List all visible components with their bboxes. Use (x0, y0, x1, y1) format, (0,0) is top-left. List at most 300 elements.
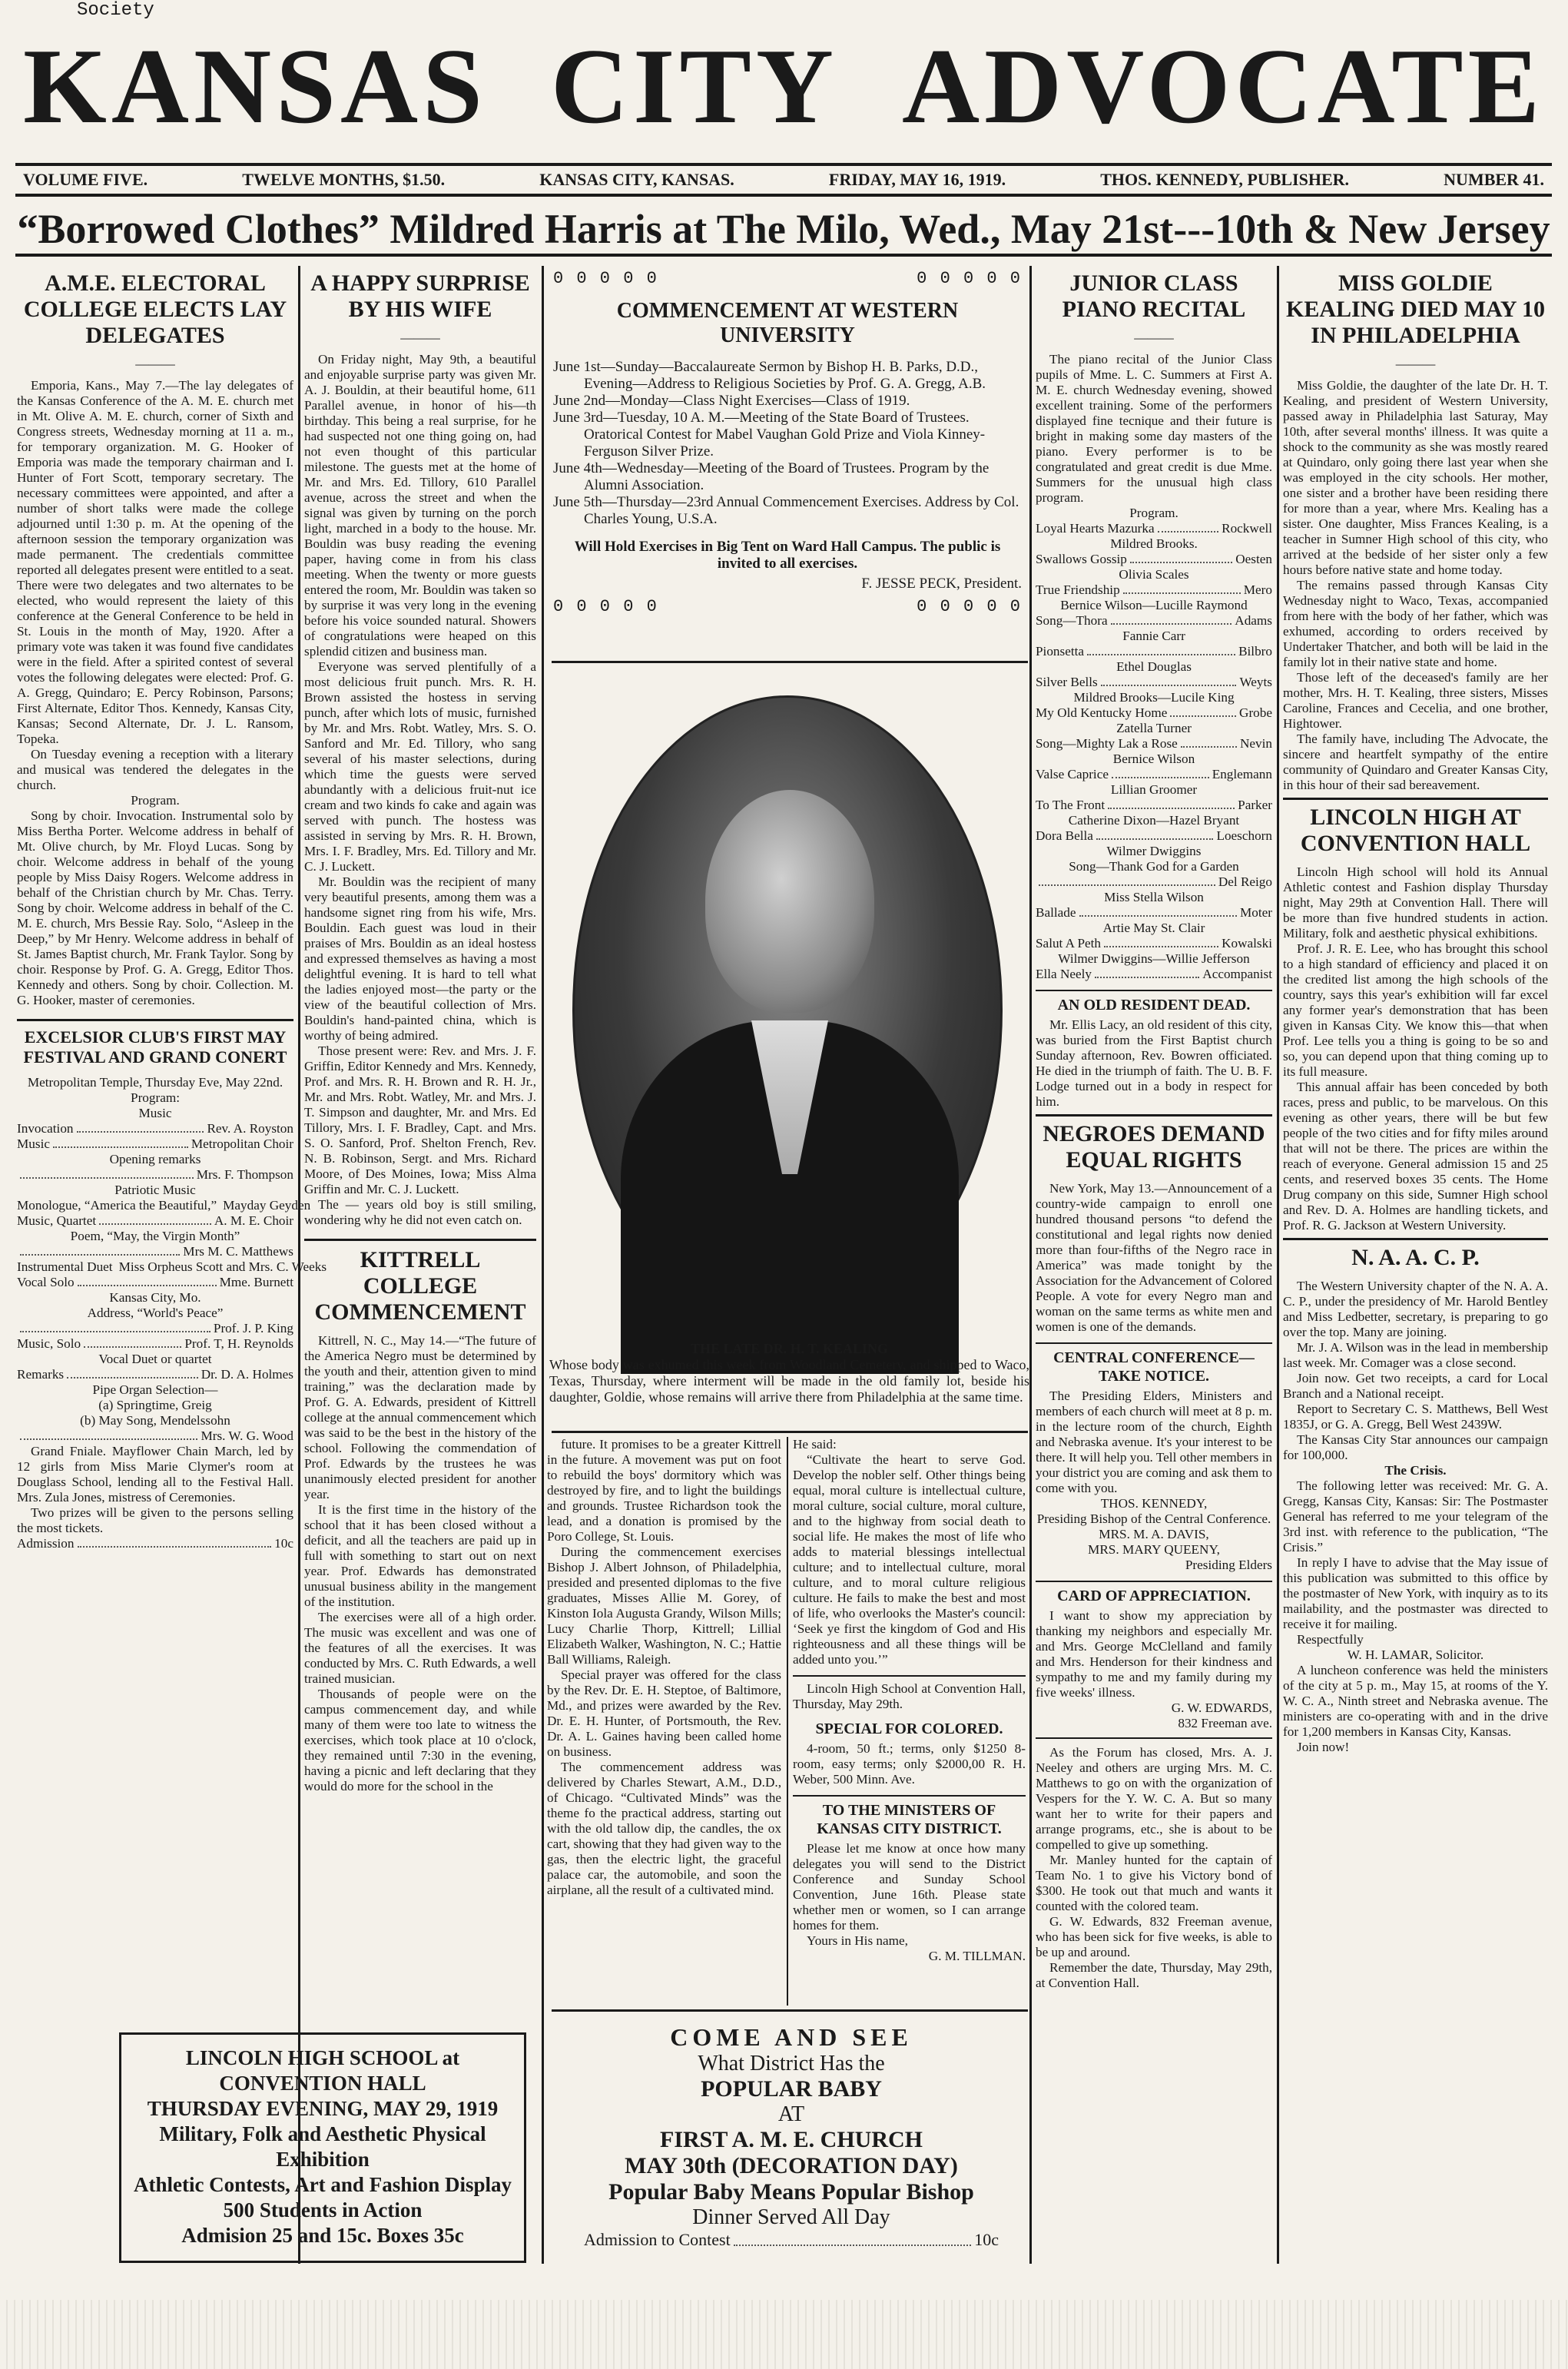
ad-line: Military, Folk and Aesthetic Physical (159, 2122, 486, 2145)
program-line (17, 1367, 293, 1382)
leader-dots (1170, 705, 1236, 717)
program-line (17, 1213, 293, 1229)
program-item: Lillian Groomer (1110, 782, 1198, 797)
program-line (1036, 967, 1272, 982)
program-line (1036, 721, 1272, 736)
article-paragraph: The exercises were all of a high order. The music was excellent and was one of the features of all the exercises. It was conducted by Mrs. C. Ruth Edwards, a well trained musician. (304, 1610, 536, 1686)
caption-title: THE LATE DR. H. T. KEALING (690, 1341, 889, 1356)
article-headline: A.M.E. ELECTORAL COLLEGE ELECTS LAY DELEGATES (23, 270, 287, 348)
column-2 (304, 266, 536, 2010)
program-item: Bernice Wilson (1112, 752, 1195, 766)
article-headline: KITTRELL COLLEGE COMMENCEMENT (304, 1239, 536, 1326)
program-performer: Bilbro (1238, 644, 1272, 659)
corner-label: Society (77, 0, 154, 21)
article-paragraph: The family have, including The Advocate, the sincere and heartfelt sympathy of the entire community of Quindaro and Greater Kansas City, in this hour of their sad bereavement. (1283, 732, 1548, 792)
program-line (1036, 613, 1272, 629)
ad-line: 500 Students in Action (223, 2198, 423, 2221)
schedule-item: June 1st—Sunday—Baccalaureate Sermon by Bishop H. B. Parks, D.D., Evening—Address to Religious Societies by Prof. G. A. Gregg, A.B. (553, 359, 986, 392)
program-item: Music, Solo (17, 1336, 81, 1351)
issue-number: NUMBER 41. (1444, 170, 1544, 189)
article-paragraph: New York, May 13.—Announcement of a country-wide campaign to enroll one hundred thousand persons “to defend the constitutional and legal rights now denied more than four-fifths of the Negro race in America” was made tonight by the Association for the Advancement of Colored People. A vote for every Negro man and woman on the same terms as white men and women is one of the demands. (1036, 1181, 1272, 1334)
commencement-notice (553, 269, 1022, 645)
article-paragraph: Emporia, Kans., May 7.—The lay delegates of the Kansas Conference of the A. M. E. church met in Mt. Olive A. M. E. church, corner of Sixth and Congress streets, Wednesday morning at 11 a. m., for temporary organization. M. G. Hooker of Emporia was made the temporary chairman and I. Hunter of Fort Scott, temporary secretary. The necessary committees were appointed, and after a number of short talks were made the college adjourned until 1:30 p. m. At the opening of the afternoon session the temporary organization was made permanent. The credentials committee reported all delegates present were entitled to a seat. There were two delegates and two alternates to be elected, who would represent the laiety of this conference at the General Conference to be held in St. Louis in the month of May, 1920. After a primary vote was taken it was found five candidates were in the field. After a spirited contest of several votes the following delegates were elected: Prof. G. A. Gregg, Quindaro; E. Percy Robinson, Parsons; First Alternate, Editor Thos. Kennedy, Kansas City, Kansas; Second Alternate, Dr. J. L. Ransom, Topeka. (17, 378, 293, 746)
program-item: Instrumental Duet (17, 1259, 113, 1274)
article-paragraph: Report to Secretary C. S. Matthews, Bell West 1835J, or G. A. Gregg, Bell West 2439W. (1283, 1402, 1548, 1432)
masthead-word-3: ADVOCATE (902, 27, 1544, 146)
schedule-item: June 4th—Wednesday—Meeting of the Board of Trustees. Program by the Alumni Association. (553, 460, 990, 493)
program-line (17, 1183, 293, 1198)
program-line (17, 1106, 293, 1121)
event-info: Metropolitan Temple, Thursday Eve, May 22nd. (27, 1075, 283, 1090)
zero-border (553, 269, 1022, 288)
column-3b (793, 1437, 1026, 2006)
ad-line: Popular Baby Means Popular Bishop (608, 2179, 974, 2205)
commencement-note: Will Hold Exercises in Big Tent on Ward Hall Campus. The public is invited to all exercises. (574, 539, 1001, 572)
article-paragraph: Those present were: Rev. and Mrs. J. F. Griffin, Editor Kennedy and Mrs. Kennedy, Prof. and Mrs. R. H. Brown and R. H. Jr., Mr. and Mrs. Robt. Watley, Mr. and Mrs. J. T. Simpson and daughter, Mr. and Mrs. Ed Tillory, Mrs. I. F. Bradley, Capt. and Mrs. S. O. Sanford, Prof. Shelton French, Rev. N. B. Robinson, Sergt. and Mrs. Richard Moore, of Des Moines, Iowa; Miss Alma Griffin and Mr. C. J. Luckett. (304, 1043, 536, 1196)
ad-line: THURSDAY EVENING, MAY 29, 1919 (147, 2097, 499, 2120)
signature: G. W. EDWARDS, (1171, 1700, 1272, 1715)
article-paragraph: The remains passed through Kansas City Wednesday night to Waco, Texas, accompanied from here with the body of her father, which was exhumed, according to orders received by Undertaker Thatcher, and both will be laid in the family lot in their native state and home. (1283, 578, 1548, 669)
article-paragraph: This annual affair has been conceded by both races, press and public, to be marvelous. On this evening as other years, there will be but few people of the two cities and for fifty miles around that will not be there. The prices are within the reach of everyone. General admission 15 and 25 cents, and reserved boxes 35 cents. The Home Drug company on this side, Sumner High school and Rev. D. A. Holmes are handling tickets, and Prof. R. G. Jackson at Western University. (1283, 1080, 1548, 1233)
program-line (1036, 767, 1272, 782)
program-line (1036, 782, 1272, 798)
admission-price: 10c (274, 1536, 293, 1551)
zero-ornament: 0 0 0 0 0 (917, 597, 1022, 616)
separator: ——— (400, 330, 440, 345)
place: KANSAS CITY, KANSAS. (539, 170, 734, 189)
separator: ——— (1134, 330, 1174, 345)
program-line (1036, 874, 1272, 890)
article-paragraph: On Tuesday evening a reception with a literary and musical was tendered the delegates in the church. (17, 747, 293, 792)
portrait-head (705, 790, 874, 1013)
program-list (1036, 521, 1272, 982)
ad-line: COME AND SEE (670, 2023, 913, 2051)
article-paragraph: Thousands of people were on the campus commencement day, and while many of them were too late to witness the exercises, which took place at 10 o'clock, they remained until 7:30 in the evening, having a picnic and left declaring that they would do more for the school in the (304, 1687, 536, 1793)
article-paragraph: Join now! (1297, 1740, 1350, 1754)
article-headline: MISS GOLDIE KEALING DIED MAY 10 IN PHILADELPHIA (1286, 270, 1545, 348)
article-paragraph: Mr. Ellis Lacy, an old resident of this city, was buried from the First Baptist church Sunday afternoon, Rev. Bowren officiated. He died in the triumph of faith. The U. B. F. Lodge turned out in a body in respect for him. (1036, 1017, 1272, 1109)
program-line (17, 1198, 311, 1213)
article-paragraph: On Friday night, May 9th, a beautiful and enjoyable surprise party was given Mr. A. J. Bouldin, at their beautiful home, 611 Parallel avenue, in honor of his—th birthday. This being a real surprise, for he had suspected not one thing going on, had not even thought of this particular milestone. The guests met at the home of Mr. and Mrs. Ed. Tillory, 610 Parallel avenue, across the street and when the signal was given by turning on the porch light, marched in a body to the house. Mr. Bouldin was busy reading the evening paper, having come in from his class meeting. When the twenty or more guests entered the room, Mr. Bouldin was taken so by surprise it was very long in the evening before his voice sounded natural. Showers of congratulations were heaped on this splendid citizen and business man. (304, 352, 536, 659)
article-paragraph: The commencement address was delivered by Charles Stewart, A.M., D.D., of Chicago. “Cultivated Minds” was the theme fo the practical address, starting out with the old tallow dip, the candles, the ox cart, showing that they had given way to the gas, then the electric light, the graceful palace car, the automobile, and soon the airplane, all the result of a cultivated mind. (547, 1760, 781, 1897)
signature: MRS. M. A. DAVIS, (1099, 1527, 1209, 1541)
program-performer: Rockwell (1222, 521, 1272, 536)
program-performer: Prof. J. P. King (213, 1321, 293, 1335)
leader-dots (1158, 521, 1219, 533)
program-line (1036, 859, 1272, 874)
program-line (1036, 521, 1272, 536)
program-line (17, 1121, 293, 1136)
ad-admission-label: Admission to Contest (584, 2230, 731, 2249)
column-rule (542, 266, 544, 2264)
ad-line: LINCOLN HIGH SCHOOL at (185, 2046, 460, 2069)
article-paragraph: Prof. J. R. E. Lee, who has brought this school to a high standard of efficiency and placed it on the credited list among the high schools of the country, says this year's exhibition will far excel any former year's demonstration that has been given in Kansas City. We know this—that when Prof. Lee tells you a thing is going to be so and so, you can depend upon that thing coming up to its full measure. (1283, 941, 1548, 1079)
program-item: Invocation (17, 1121, 74, 1136)
signature-title: Presiding Bishop of the Central Conference. (1036, 1511, 1271, 1526)
program-performer: Adams (1235, 613, 1272, 628)
program-item: Artie May St. Clair (1102, 921, 1205, 935)
program-line (17, 1167, 293, 1183)
masthead (23, 29, 1544, 144)
schedule-item: June 5th—Thursday—23rd Annual Commencement Exercises. Address by Col. Charles Young, U.S.A. (553, 494, 1019, 527)
column-1 (17, 266, 327, 2026)
ad-admission-price: 10c (974, 2230, 999, 2249)
signature: G. M. TILLMAN. (928, 1949, 1026, 1963)
separator (793, 1675, 1026, 1677)
program-line (1036, 813, 1272, 828)
zero-ornament: 0 0 0 0 0 (553, 269, 658, 288)
program-performer: Del Reigo (1218, 874, 1272, 889)
program-item: (b) May Song, Mendelssohn (80, 1413, 230, 1428)
program-line (1036, 844, 1272, 859)
leader-dots (78, 1275, 217, 1286)
article-paragraph: The Presiding Elders, Ministers and members of each church will meet at 8 p. m. in the lecture room of the church, Eighth and Nebraska avenue. It's your interest to be there. It will help you. Tell other members in your district you are coming and ask them to come with you. (1036, 1389, 1272, 1495)
program-item: Loyal Hearts Mazurka (1036, 521, 1155, 536)
leader-dots (1181, 736, 1237, 748)
program-performer: Mme. Burnett (219, 1275, 293, 1289)
program-performer: Prof. T, H. Reynolds (184, 1336, 293, 1351)
signature-address: 832 Freeman ave. (1178, 1716, 1272, 1730)
program-item: Silver Bells (1036, 675, 1098, 689)
program-performer: Oesten (1235, 552, 1272, 566)
program-performer: Weyts (1239, 675, 1272, 689)
program-item: Address, “World's Peace” (87, 1306, 224, 1320)
article-paragraph: Special prayer was offered for the class by the Rev. Dr. E. H. Steptoe, of Baltimore, Md., and prizes were awarded by the Rev. Dr. E. H. Hunter, of Portsmouth, the Rev. Dr. A. L. Gaines having been called home on business. (547, 1667, 781, 1759)
popular-baby-ad (553, 2017, 1029, 2271)
signature-title: Presiding Elders (1185, 1558, 1272, 1572)
program-item: Music, Quartet (17, 1213, 97, 1228)
program-performer: Miss Orpheus Scott and Mrs. C. Weeks (118, 1259, 327, 1274)
program-line (1036, 536, 1272, 552)
program-line (17, 1413, 293, 1428)
ad-line: What District Has the (698, 2052, 885, 2075)
leader-dots (1101, 675, 1237, 686)
article-paragraph: The piano recital of the Junior Class pupils of Mme. L. C. Summers at First A. M. E. church Wednesday evening, showed excellent training. Some of the performers displayed fine tecnique and their future is bright in making some day masters of the piano. Every performer is to be congratulated and great credit is due Mme. Summers for the unusual high class program. (1036, 352, 1272, 505)
article-headline: TO THE MINISTERS OF KANSAS CITY DISTRICT. (793, 1795, 1026, 1838)
article-paragraph: The Western University chapter of the N. A. A. C. P., under the presidency of Mr. Harold Bentley and Miss Ledbetter, secretary, is preparing to go over the top. Many are joining. (1283, 1279, 1548, 1339)
separator (1036, 1737, 1272, 1739)
program-performer: Dr. D. A. Holmes (201, 1367, 293, 1382)
section-rule (552, 1431, 1028, 1433)
program-item: Ethel Douglas (1116, 659, 1192, 674)
program-item: Music (17, 1136, 50, 1151)
program-item: Mildred Brooks—Lucile King (1073, 690, 1235, 705)
leader-dots (67, 1367, 198, 1379)
article-paragraph: 4-room, 50 ft.; terms, only $1250 8-room, easy terms; only $2000,00 R. H. Weber, 500 Minn. Ave. (793, 1741, 1026, 1787)
separator: ——— (1395, 357, 1436, 371)
program-performer: Mero (1243, 582, 1272, 597)
article-paragraph: Lincoln High school will hold its Annual Athletic contest and Fashion display Thursday night, May 29th at Convention Hall. There will be more than five hundred students in action. Military, folk and aesthetic physical exhibitions. (1283, 864, 1548, 941)
subhead: The Crisis. (1384, 1463, 1447, 1478)
program-performer: Moter (1239, 905, 1272, 920)
banner-headline: “Borrowed Clothes” Mildred Harris at The Milo, Wed., May 21st---10th & New Jersey (15, 201, 1552, 257)
program-item: My Old Kentucky Home (1036, 705, 1168, 720)
article-headline: AN OLD RESIDENT DEAD. (1036, 990, 1272, 1014)
program-performer: Kowalski (1222, 936, 1272, 951)
program-item: To The Front (1036, 798, 1106, 812)
leader-dots (1096, 828, 1214, 840)
program-item: Pionsetta (1036, 644, 1085, 659)
program-performer: Parker (1238, 798, 1272, 812)
leader-dots (1111, 613, 1232, 625)
leader-dots (99, 1213, 211, 1225)
leader-dots (1095, 967, 1199, 978)
program-line (1036, 644, 1272, 659)
signature: THOS. KENNEDY, (1100, 1496, 1208, 1511)
ad-admission-line (553, 2230, 1029, 2250)
admission-line (17, 1536, 293, 1551)
program-line (17, 1382, 293, 1398)
page-edge-wear (0, 2300, 1568, 2369)
column-4 (1036, 266, 1272, 2279)
program-line (17, 1259, 327, 1275)
article-headline: CENTRAL CONFERENCE—TAKE NOTICE. (1036, 1342, 1272, 1385)
commencement-signature: F. JESSE PECK, President. (861, 576, 1022, 592)
leader-dots (1130, 552, 1232, 563)
program-item: Olivia Scales (1119, 567, 1189, 582)
masthead-word-1: KANSAS (23, 27, 487, 146)
program-line (1036, 567, 1272, 582)
program-line (17, 1336, 293, 1352)
program-item: Zatella Turner (1116, 721, 1192, 735)
portrait-caption (549, 1341, 1029, 1405)
program-item: (a) Springtime, Greig (98, 1398, 212, 1412)
program-line (17, 1398, 293, 1413)
column-3a (547, 1437, 781, 2006)
leader-dots (1079, 905, 1237, 917)
program-item: Song—Mighty Lak a Rose (1036, 736, 1178, 751)
leader-dots (734, 2230, 972, 2246)
program-item: Wilmer Dwiggins—Willie Jefferson (1058, 951, 1250, 966)
program-item: Music (138, 1106, 172, 1120)
program-item: Vocal Solo (17, 1275, 75, 1289)
program-label: Program. (131, 793, 180, 808)
zero-ornament: 0 0 0 0 0 (917, 269, 1022, 288)
article-headline: JUNIOR CLASS PIANO RECITAL (1062, 270, 1246, 322)
issue-date: FRIDAY, MAY 16, 1919. (828, 170, 1006, 189)
ad-line: Athletic Contests, Art and Fashion Display (133, 2173, 512, 2196)
article-paragraph: Grand Fniale. Mayflower Chain March, led by 12 girls from Miss Marie Clymer's room at Douglass School, lending all to the Festival Hall. Mrs. Zula Jones, mistress of Ceremonies. (17, 1444, 293, 1505)
commencement-title: COMMENCEMENT AT WESTERN UNIVERSITY (616, 299, 959, 347)
article-paragraph: Miss Goldie, the daughter of the late Dr. H. T. Kealing, and president of Western University, passed away in Philadelphia last Saturay, May 10th, after several months' illness. It was quite a shock to the community as she was mostly reared at Quindaro, only going there last year when she was employed in the city schools. Her mother, one sister and a brother have been residing there for more than a year, where Mrs. Kealing has a sister. One daughter, Miss Frances Kealing, is a teacher in Sumner High school of this city, who arrived at the bedside of her sister only a few hours before native state and home today. (1283, 378, 1548, 577)
program-line (1036, 690, 1272, 705)
program-item: Bernice Wilson—Lucille Raymond (1060, 598, 1248, 612)
article-paragraph: In reply I have to advise that the May issue of this publication was submitted to this office by the postmaster of New York, with inquiry as to its mailability, and the postmaster was directed to receive it for mailing. (1283, 1555, 1548, 1631)
program-item: Ballade (1036, 905, 1076, 920)
masthead-word-2: CITY (550, 27, 839, 146)
leader-dots (1108, 798, 1235, 809)
schedule-item: June 2nd—Monday—Class Night Exercises—Class of 1919. (553, 393, 910, 409)
program-line (1036, 552, 1272, 567)
ad-line: FIRST A. M. E. CHURCH (660, 2127, 923, 2152)
admission-label: Admission (17, 1536, 75, 1551)
program-item: Song—Thora (1036, 613, 1108, 628)
closing: Respectfully (1297, 1632, 1364, 1647)
article-paragraph: The — years old boy is still smiling, wondering why he did not even catch on. (304, 1197, 536, 1227)
leader-dots (78, 1536, 272, 1548)
article-paragraph: Mr. J. A. Wilson was in the lead in membership last week. Mr. Comager was a close second. (1283, 1340, 1548, 1370)
article-paragraph: Song by choir. Invocation. Instrumental solo by Miss Bertha Porter. Welcome address in behalf of Mt. Olive church, by Mr. Floyd Lucas. Song by choir. Welcome address in behalf of the young people by Miss Daisy Rogers. Welcome address in behalf of the Christian church by Mr. Chas. Terry. Song by choir. Welcome address in behalf of the C. M. E. church, Mrs Bessie Ray. Solo, “Asleep in the Deep,” by Mr Henry. Welcome address in behalf of St. James Baptist church, Mr. Frank Taylor. Song by choir. Response by Prof. G. A. Gregg, Editor Thos. Kennedy and others. Song by choir. Collection. M. G. Hooker, master of ceremonies. (17, 808, 293, 1007)
article-paragraph: Mr. Manley hunted for the captain of Team No. 1 to give his Victory bond of $300. He took out that much and wants it counted with the colored team. (1036, 1853, 1272, 1913)
article-headline: A HAPPY SURPRISE BY HIS WIFE (310, 270, 530, 322)
program-item: Mildred Brooks. (1110, 536, 1198, 551)
article-paragraph: Please let me know at once how many delegates you will send to the District Conference and Sunday School Convention, June 16th. Please state whether men or women, so I can arrange homes for them. (793, 1841, 1026, 1933)
article-paragraph: Remember the date, Thursday, May 29th, at Convention Hall. (1036, 1960, 1272, 1990)
signature: W. H. LAMAR, Solicitor. (1347, 1647, 1484, 1662)
leader-dots (84, 1336, 181, 1348)
leader-dots (20, 1321, 211, 1332)
leader-dots (1104, 936, 1218, 947)
program-item: Wilmer Dwiggins (1106, 844, 1202, 858)
ad-line: MAY 30th (DECORATION DAY) (625, 2153, 958, 2178)
zero-ornament: 0 0 0 0 0 (553, 597, 658, 616)
program-item: Poem, “May, the Virgin Month” (70, 1229, 240, 1243)
program-item: Vocal Duet or quartet (98, 1352, 212, 1366)
article-paragraph: Kittrell, N. C., May 14.—“The future of the America Negro must be determined by the youth and their, attention given to mind training,” was the declaration made by Prof. G. A. Edwards, president of Kittrell college at the annual commencement which was said to be the best in the history of the school. Following the commendation of Prof. Edwards by the trustees he was unanimously elected president for another year. (304, 1333, 536, 1501)
leader-dots (1039, 874, 1215, 886)
program-line (17, 1428, 293, 1444)
commencement-schedule (553, 359, 1022, 528)
caption-text: Whose body was exhumed this week from Woodland Cemetery, and shipped to Waco, Texas, Thursday, where interment will be made in the old family lot, beside his daughter, Goldie, whose remains will arrive there from Philadelphia at the same time. (549, 1357, 1029, 1405)
section-rule (552, 661, 1028, 663)
program-item: Remarks (17, 1367, 65, 1382)
column-rule (1277, 266, 1279, 2264)
ad-line: AT (777, 2102, 805, 2126)
program-performer: Grobe (1239, 705, 1272, 720)
leader-dots (77, 1121, 204, 1133)
program-line (1036, 951, 1272, 967)
program-item: Dora Bella (1036, 828, 1093, 843)
zero-border (553, 597, 1022, 616)
program-performer: Mrs M. C. Matthews (183, 1244, 293, 1259)
program-line (1036, 659, 1272, 675)
program-performer: Nevin (1239, 736, 1272, 751)
program-line (1036, 905, 1272, 921)
program-line (1036, 598, 1272, 613)
article-paragraph: As the Forum has closed, Mrs. A. J. Neeley and others are urging Mrs. M. C. Matthews to go on with the organization of Vespers for the Y. W. C. A. But so many want her to write for their papers and arrange programs, etc., she is about to be compelled to give up something. (1036, 1745, 1272, 1852)
program-line (1036, 828, 1272, 844)
program-line (1036, 705, 1272, 721)
section-rule (552, 2009, 1028, 2012)
leader-dots (20, 1244, 180, 1256)
program-item: Monologue, “America the Beautiful,” (17, 1198, 217, 1213)
program-item: Fannie Carr (1122, 629, 1185, 643)
program-line (17, 1244, 293, 1259)
article-paragraph: Yours in His name, (807, 1933, 908, 1948)
program-line (17, 1152, 293, 1167)
portrait-photo (553, 684, 1022, 1337)
subscription-price: TWELVE MONTHS, $1.50. (242, 170, 446, 189)
program-item: Pipe Organ Selection— (92, 1382, 218, 1397)
ad-line: Exhibition (276, 2148, 370, 2171)
ad-line: POPULAR BABY (701, 2076, 882, 2102)
program-item: Kansas City, Mo. (109, 1290, 201, 1305)
program-label: Program: (131, 1090, 180, 1105)
article-paragraph: It is the first time in the history of the school that it has been closed without a deficit, and all the teachers are paid up in full with something to start out on next year. Prof. Edwards has demonstrated unusual business ability in the mangement of the institution. (304, 1502, 536, 1609)
program-line (17, 1321, 293, 1336)
lincoln-high-ad (119, 2032, 526, 2263)
leader-dots (53, 1136, 188, 1148)
article-paragraph: “Cultivate the heart to serve God. Develop the nobler self. Other things being equal, moral culture is intellectual culture, moral culture, social culture, moral culture, and to the highway from social death to social life. He makes the most of life who adds to material blessings intellectual culture; and to intellectual culture, moral culture, and to moral culture religious culture. He fails to make the best and most of life, who overlooks the Master's council: ‘Seek ye first the kingdom of God and His righteousness and all these things will be added unto you.’” (793, 1452, 1026, 1667)
ad-line: CONVENTION HALL (219, 2072, 426, 2095)
program-performer: Englemann (1212, 767, 1272, 781)
article-paragraph: Mr. Bouldin was the recipient of many very beautiful presents, among them was a handsome signet ring from his wife, Mrs. Bouldin. Each guest was loud in their praises of Mrs. Bouldin as an ideal hostess and expressed themselves as having a most delightful evening. It is hard to tell what the ladies enjoyed most—the party or the view of the beautiful collection of Mrs. Bouldin's hand-painted china, which is worthy of being admired. (304, 874, 536, 1043)
program-line (17, 1306, 293, 1321)
program-item: Patriotic Music (114, 1183, 196, 1197)
schedule-item: June 3rd—Tuesday, 10 A. M.—Meeting of the State Board of Trustees. Oratorical Contest for Mabel Vaughan Gold Prize and Viola Kinney-Ferguson Silver Prize. (553, 410, 986, 460)
program-performer: Accompanist (1202, 967, 1272, 981)
program-item: Opening remarks (109, 1152, 201, 1166)
program-line (1036, 629, 1272, 644)
article-paragraph: Lincoln High School at Convention Hall, Thursday, May 29th. (793, 1681, 1026, 1711)
program-line (1036, 890, 1272, 905)
article-headline: LINCOLN HIGH AT CONVENTION HALL (1283, 798, 1548, 857)
program-performer: Rev. A. Royston (207, 1121, 293, 1136)
issue-info-bar (15, 163, 1552, 197)
program-item: Miss Stella Wilson (1104, 890, 1204, 904)
program-line (17, 1275, 293, 1290)
program-line (17, 1136, 293, 1152)
program-item: True Friendship (1036, 582, 1120, 597)
article-paragraph: G. W. Edwards, 832 Freeman avenue, who has been sick for five weeks, is able to be up and around. (1036, 1914, 1272, 1959)
article-paragraph: The following letter was received: Mr. G. A. Gregg, Kansas City, Kansas: Sir: The Postmaster General has referred to me your telegram of the 3rd inst. with reference to the publication, “The Crisis.” (1283, 1478, 1548, 1554)
program-item: Swallows Gossip (1036, 552, 1127, 566)
program-performer: Metropolitan Choir (191, 1136, 293, 1151)
article-paragraph: He said: (793, 1437, 837, 1452)
article-paragraph: Join now. Get two receipts, a card for Local Branch and a National receipt. (1283, 1371, 1548, 1401)
article-paragraph: Everyone was served plentifully of a most delicious fruit punch. Mrs. R. H. Brown assisted the hostess in serving punch, after which lots of music, furnished by Mr. and Mrs. Robt. Watley, Mrs. S. O. Sanford and Mr. Ed. Tillory, who sang several of his master selections, during which time the guests were served abundantly with a delicious fruit-nut ice cream and two kinds fo cake and again was served with punch. The hostess was assisted in serving by Mrs. R. H. Brown, Mrs. I. F. Bradley, Mrs. Ed. Tillory and Mr. C. J. Luckett. (304, 659, 536, 874)
program-performer: A. M. E. Choir (214, 1213, 293, 1228)
program-line (17, 1290, 293, 1306)
program-line (1036, 798, 1272, 813)
article-paragraph: The Kansas City Star announces our campaign for 100,000. (1283, 1432, 1548, 1462)
article-paragraph: future. It promises to be a greater Kittrell in the future. A movement was put on foot to rebuild the boys' dormitory which was destroyed by fire, and to light the buildings and grounds. Trustee Richardson took the lead, and a donation is promised by the Poro College, St. Louis. (547, 1437, 781, 1544)
program-line (17, 1352, 293, 1367)
program-line (1036, 752, 1272, 767)
program-item: Valse Caprice (1036, 767, 1109, 781)
program-line (1036, 736, 1272, 752)
column-rule (787, 1437, 788, 2006)
program-item: Song—Thank God for a Garden (1069, 859, 1239, 874)
article-headline: EXCELSIOR CLUB'S FIRST MAY FESTIVAL AND GRAND CONERT (17, 1019, 293, 1067)
article-paragraph: Two prizes will be given to the persons selling the most tickets. (17, 1505, 293, 1535)
program-performer: Mrs. F. Thompson (196, 1167, 293, 1182)
program-performer: Mayday Geyden (223, 1198, 311, 1213)
program-line (17, 1229, 293, 1244)
program-item: Catherine Dixon—Hazel Bryant (1068, 813, 1240, 828)
program-list (17, 1106, 327, 1444)
portrait-oval (572, 695, 1003, 1326)
leader-dots (1112, 767, 1209, 778)
separator: ——— (135, 357, 175, 371)
program-item: Ella Neely (1036, 967, 1092, 981)
volume: VOLUME FIVE. (23, 170, 148, 189)
ad-headline: SPECIAL FOR COLORED. (815, 1720, 1003, 1737)
article-headline: NEGROES DEMAND EQUAL RIGHTS (1036, 1114, 1272, 1173)
leader-dots (20, 1167, 194, 1179)
column-rule (1029, 266, 1032, 2264)
program-label: Program. (1129, 506, 1178, 520)
program-performer: Mrs. W. G. Wood (201, 1428, 293, 1443)
ad-line: Dinner Served All Day (692, 2205, 890, 2229)
leader-dots (1123, 582, 1241, 594)
article-paragraph: A luncheon conference was held the ministers of the city at 5 p. m., May 15, at rooms of the Y. W. C. A., Ninth street and Nebraska avenue. The ministers are co-operating with and in the drive for 1,200 members in Kansas City, Kansas. (1283, 1663, 1548, 1739)
signature: MRS. MARY QUEENY, (1088, 1542, 1220, 1557)
program-line (1036, 675, 1272, 690)
program-line (1036, 582, 1272, 598)
program-line (1036, 936, 1272, 951)
article-paragraph: I want to show my appreciation by thanking my neighbors and especially Mr. and Mrs. George McClelland and family and Mrs. Henderson for their kindness and sympathy to me and my family during my five weeks' illness. (1036, 1608, 1272, 1700)
